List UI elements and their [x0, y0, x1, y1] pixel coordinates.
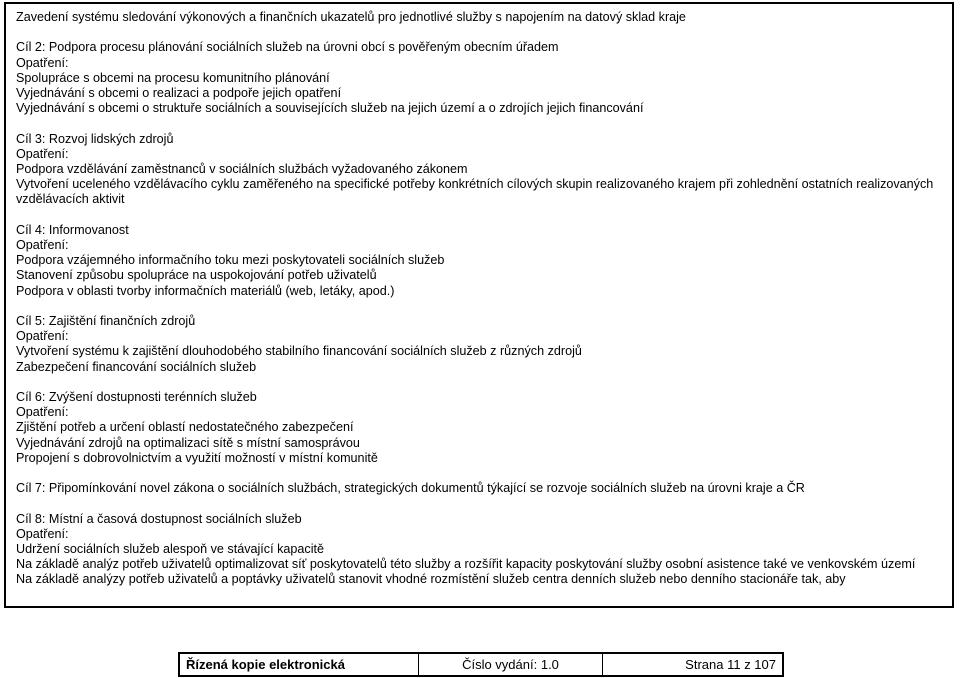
- blank-line: [16, 466, 946, 481]
- blank-line: [16, 496, 946, 511]
- document-line: Cíl 2: Podpora procesu plánování sociálních služeb na úrovni obcí s pověřeným obecním úřadem: [16, 40, 559, 55]
- document-line: Cíl 4: Informovanost: [16, 222, 129, 237]
- document-line: Spolupráce s obcemi na procesu komunitního plánování: [16, 70, 330, 85]
- document-line: Na základě analýzy potřeb uživatelů a poptávky uživatelů stanovit vhodné rozmístění služeb centra denních služeb nebo denního stacionáře tak, aby: [16, 572, 846, 587]
- document-line: Vyjednávání s obcemi o realizaci a podpoře jejich opatření: [16, 86, 342, 100]
- document-line: Podpora v oblasti tvorby informačních materiálů (web, letáky, apod.): [16, 283, 395, 298]
- blank-line: [16, 299, 946, 314]
- document-line: Podpora vzájemného informačního toku mezi poskytovateli sociálních služeb: [16, 253, 445, 268]
- blank-line: [16, 375, 946, 390]
- document-line: Cíl 8: Místní a časová dostupnost sociálních služeb: [16, 511, 302, 526]
- document-line: Cíl 3: Rozvoj lidských zdrojů: [16, 131, 174, 146]
- document-line: Opatření:: [16, 55, 69, 70]
- document-footer: [178, 652, 784, 677]
- document-line: Na základě analýz potřeb uživatelů optimalizovat síť poskytovatelů této služby a rozšířit kapacity poskytování služby osobní asistence také ve venkovském území: [16, 557, 916, 572]
- document-line: Vytvoření systému k zajištění dlouhodobého stabilního financování sociálních služeb z různých zdrojů: [16, 344, 582, 359]
- document-line: Opatření:: [16, 526, 69, 541]
- document-line: Cíl 5: Zajištění finančních zdrojů: [16, 314, 196, 328]
- document-line: Opatření:: [16, 405, 69, 420]
- version-number: Číslo vydání: 1.0: [418, 654, 602, 675]
- controlled-copy-label: Řízená kopie elektronická: [186, 657, 345, 672]
- blank-line: [16, 208, 946, 223]
- document-line: Propojení s dobrovolnictvím a využití možností v místní komunitě: [16, 450, 378, 465]
- document-body: [16, 10, 946, 588]
- document-line: Cíl 6: Zvýšení dostupnosti terénních služeb: [16, 390, 257, 404]
- blank-line: [16, 25, 946, 40]
- document-line: Opatření:: [16, 146, 69, 161]
- document-line: Opatření:: [16, 238, 69, 252]
- document-line: Zavedení systému sledování výkonových a finančních ukazatelů pro jednotlivé služby s napojením na datový sklad kraje: [16, 10, 686, 24]
- document-line: Podpora vzdělávání zaměstnanců v sociálních službách vyžadovaného zákonem: [16, 162, 468, 176]
- document-line: Zabezpečení financování sociálních služeb: [16, 359, 257, 374]
- document-line: Zjištění potřeb a určení oblastí nedostatečného zabezpečení: [16, 420, 354, 435]
- document-line: Vyjednávání zdrojů na optimalizaci sítě s místní samosprávou: [16, 435, 360, 450]
- document-line: Cíl 7: Připomínkování novel zákona o sociálních službách, strategických dokumentů týkající se rozvoje sociálních služeb na úrovni kraje a ČR: [16, 481, 805, 496]
- page-number: Strana 11 z 107: [602, 654, 782, 675]
- document-frame: [4, 2, 954, 608]
- document-line: Stanovení způsobu spolupráce na uspokojování potřeb uživatelů: [16, 268, 377, 283]
- document-line: Vyjednávání s obcemi o struktuře sociálních a souvisejících služeb na jejich území a o zdrojích jejich financování: [16, 101, 644, 116]
- document-line: Vytvoření uceleného vzdělávacího cyklu zaměřeného na specifické potřeby konkrétních cílových skupin realizovaného krajem při zohlednění ostatních realizovaných vzdělávacích aktivit: [16, 177, 934, 207]
- document-line: Udržení sociálních služeb alespoň ve stávající kapacitě: [16, 542, 325, 556]
- document-line: Opatření:: [16, 329, 69, 344]
- blank-line: [16, 116, 946, 131]
